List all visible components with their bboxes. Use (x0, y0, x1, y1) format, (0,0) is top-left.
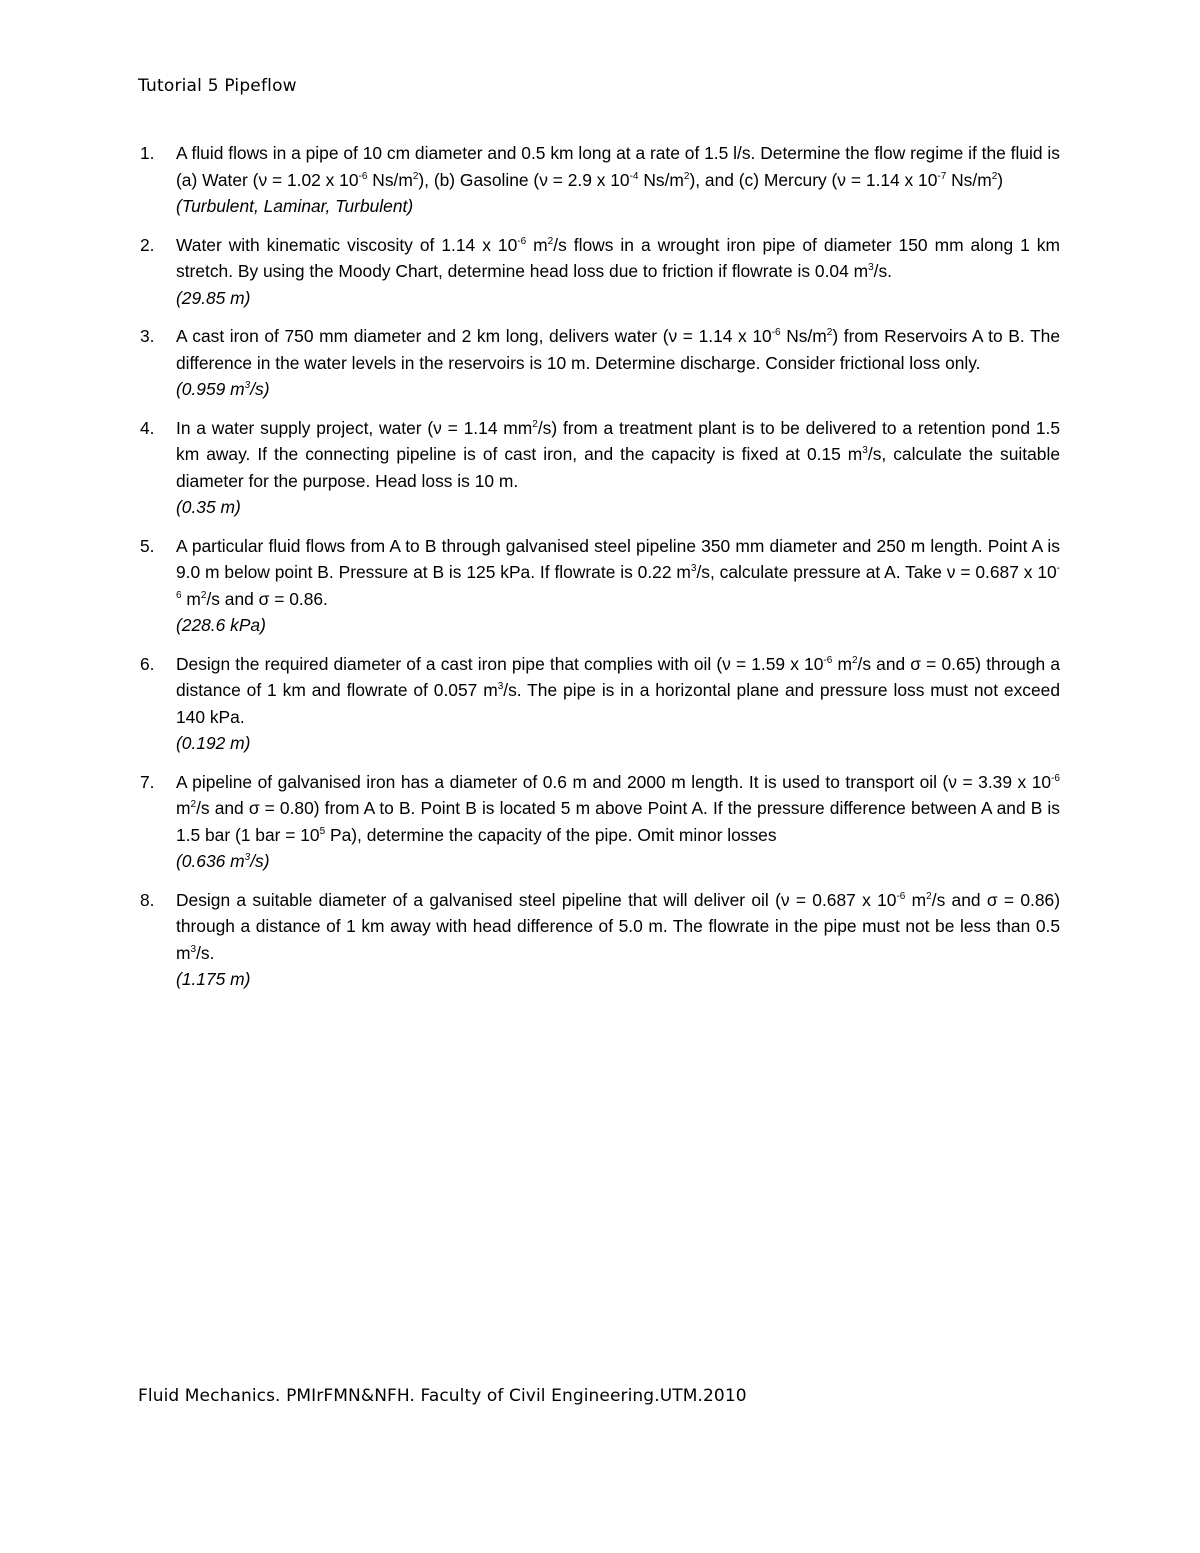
text-run: m (832, 653, 852, 674)
text-run: Ns/m (946, 169, 992, 190)
superscript: 3 (244, 380, 251, 391)
superscript: 2 (547, 235, 554, 247)
text-run: A particular fluid flows from A to B through galvanised steel pipeline 350 mm diameter and 250 m length. Point A is 9.0 m below point B. Pressure at B is 125 kPa. If flowrate is 0.22 m (176, 535, 1060, 582)
question-item (138, 651, 1060, 757)
text-run: ) (997, 169, 1004, 190)
page-footer: Fluid Mechanics. PMIrFMN&NFH. Faculty of Civil Engineering.UTM.2010 (138, 1386, 747, 1406)
question-text (176, 323, 1060, 376)
superscript: 2 (190, 799, 197, 810)
question-number: 5. (140, 535, 155, 556)
question-number: 1. (140, 143, 155, 163)
text-run: /s. (196, 942, 215, 963)
question-text (176, 533, 1060, 613)
text-run: /s, calculate pressure at A. Take ν = 0.687 x 10 (696, 562, 1057, 582)
text-run: m (176, 798, 191, 818)
text-run: (0.959 m (176, 379, 245, 399)
superscript: 2 (532, 418, 538, 430)
text-run: /s. The pipe is in a horizontal plane and pressure loss must not exceed 140 kPa. (176, 680, 1060, 727)
text-run: Design the required diameter of a cast iron pipe that complies with oil (ν = 1.59 x 10 (176, 653, 824, 674)
question-number: 6. (140, 653, 155, 674)
superscript: -6 (823, 654, 833, 666)
superscript: 3 (190, 943, 197, 955)
question-item (138, 887, 1060, 993)
question-item (138, 323, 1060, 403)
superscript: 2 (683, 170, 690, 182)
question-number: 3. (140, 326, 155, 346)
question-list (138, 140, 1060, 1005)
question-answer (176, 376, 1060, 403)
text-run: ), and (c) Mercury (ν = 1.14 x 10 (689, 169, 938, 190)
superscript: 2 (412, 170, 419, 182)
text-run: A fluid flows in a pipe of 10 cm diameter and 0.5 km long at a rate of 1.5 l/s. Determine the flow regime if the fluid is (a) Water (ν = 1.02 x 10 (176, 143, 1060, 190)
text-run: m (181, 588, 201, 609)
superscript: 2 (851, 654, 858, 666)
superscript: 3 (244, 852, 251, 863)
question-number: 4. (140, 417, 155, 438)
superscript: 5 (319, 825, 326, 837)
superscript: -6 (896, 890, 906, 902)
text-run: ), (b) Gasoline (ν = 2.9 x 10 (418, 169, 630, 190)
text-run: In a water supply project, water (ν = 1.14 mm (176, 417, 533, 438)
text-run: ) from Reservoirs A to B. The difference in the water levels in the reservoirs is 10 m. Determine discharge. Consider frictional loss only. (176, 326, 1060, 373)
question-item (138, 533, 1060, 639)
question-answer: (1.175 m) (176, 969, 251, 989)
question-answer: (228.6 kPa) (176, 615, 266, 635)
text-run: /s and σ = 0.65) through a distance of 1 km and flowrate of 0.057 m (176, 653, 1060, 700)
text-run: Pa), determine the capacity of the pipe. Omit minor losses (325, 824, 777, 845)
question-item (138, 415, 1060, 521)
question-item (138, 769, 1060, 875)
superscript: -4 (629, 170, 639, 182)
superscript: -6 (771, 327, 781, 338)
text-run: /s and σ = 0.80) from A to B. Point B is located 5 m above Point A. If the pressure difference between A and B is 1.5 bar (1 bar = 10 (176, 798, 1060, 845)
question-item (138, 232, 1060, 312)
question-answer: (29.85 m) (176, 287, 251, 308)
question-number: 8. (140, 889, 155, 910)
text-run: Ns/m (780, 326, 827, 346)
text-run: /s flows in a wrought iron pipe of diameter 150 mm along 1 km stretch. By using the Moody Chart, determine head loss due to friction if flowrate is 0.04 m (176, 234, 1060, 281)
superscript: 3 (690, 563, 697, 574)
superscript: 2 (200, 589, 207, 601)
superscript: 2 (926, 890, 932, 902)
question-text (176, 415, 1060, 495)
question-text (176, 887, 1060, 967)
text-run: /s) (250, 379, 270, 399)
question-text (176, 140, 1060, 193)
text-run: m (526, 234, 548, 255)
superscript: -7 (937, 170, 947, 182)
superscript: 2 (826, 327, 833, 338)
superscript: -6 (176, 563, 1061, 601)
superscript: 3 (497, 681, 504, 692)
text-run: Ns/m (367, 169, 413, 190)
question-text (176, 769, 1060, 849)
text-run: A cast iron of 750 mm diameter and 2 km long, delivers water (ν = 1.14 x 10 (176, 326, 772, 346)
question-answer: (0.192 m) (176, 733, 251, 753)
question-number: 7. (140, 771, 155, 792)
superscript: -6 (517, 235, 527, 247)
question-answer (176, 848, 1060, 875)
question-number: 2. (140, 234, 155, 255)
text-run: Ns/m (638, 169, 684, 190)
text-run: (0.636 m (176, 851, 245, 871)
page-header: Tutorial 5 Pipeflow (138, 76, 297, 96)
text-run: Water with kinematic viscosity of 1.14 x 10 (176, 234, 518, 255)
text-run: /s. (873, 261, 893, 281)
superscript: 3 (862, 445, 868, 456)
superscript: 3 (868, 262, 874, 273)
text-run: A pipeline of galvanised iron has a diameter of 0.6 m and 2000 m length. It is used to transport oil (ν = 3.39 x 10 (176, 771, 1052, 792)
text-run: /s, calculate the suitable diameter for the purpose. Head loss is 10 m. (176, 444, 1060, 491)
text-run: /s) (250, 851, 270, 871)
text-run: /s and σ = 0.86) through a distance of 1 km away with head difference of 5.0 m. The flowrate in the pipe must not be less than 0.5 m (176, 889, 1060, 963)
question-item (138, 140, 1060, 220)
question-answer: (0.35 m) (176, 497, 241, 517)
superscript: -6 (358, 170, 368, 182)
question-text (176, 232, 1060, 285)
question-text (176, 651, 1060, 731)
text-run: m (905, 889, 927, 910)
question-answer: (Turbulent, Laminar, Turbulent) (176, 196, 414, 216)
superscript: -6 (1051, 772, 1060, 784)
text-run: Design a suitable diameter of a galvanised steel pipeline that will deliver oil (ν = 0.687 x 10 (176, 889, 897, 910)
superscript: 2 (991, 170, 998, 182)
text-run: /s and σ = 0.86. (206, 588, 328, 609)
text-run: /s) from a treatment plant is to be delivered to a retention pond 1.5 km away. If the connecting pipeline is of cast iron, and the capacity is fixed at 0.15 m (176, 417, 1060, 464)
